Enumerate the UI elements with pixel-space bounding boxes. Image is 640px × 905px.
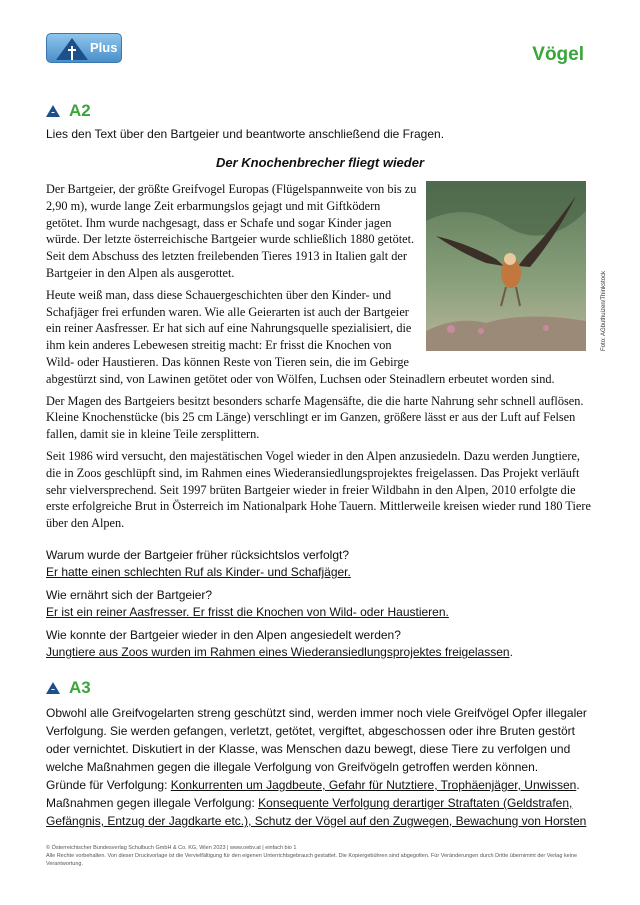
task-instruction: Lies den Text über den Bartgeier und beantworte anschließend die Fragen. bbox=[46, 127, 445, 141]
question-block bbox=[46, 547, 606, 581]
triangle-icon bbox=[46, 682, 60, 694]
plus-logo bbox=[46, 33, 122, 63]
reasons-suffix: . bbox=[576, 778, 580, 792]
article-paragraph: Der Bartgeier, der größte Greifvogel Europas (Flügelspannweite von bis zu 2,90 m), wurde lange Zeit erbarmungslos gejagt und mit Giftködern getötet. Ihm wurde nachgesagt, dass er Schafe und sogar Kinder jagen würde. Der letzte österreichische Bartgeier wurde schließlich 1880 getötet. Seit dem Abschuss des letzten freilebenden Tieres 1913 in Italien galt der Bartgeier in den Alpen als ausgerottet. bbox=[46, 182, 417, 280]
section-heading-a3 bbox=[46, 678, 91, 698]
answer-text: Er hatte einen schlechten Ruf als Kinder- und Schafjäger. bbox=[46, 565, 351, 579]
footer-copyright: © Österreichischer Bundesverlag Schulbuch GmbH & Co. KG, Wien 2023 | www.oebv.at | einfach bio 1 bbox=[46, 845, 297, 851]
article-title: Der Knochenbrecher fliegt wieder bbox=[215, 155, 425, 170]
article-paragraph: Seit 1986 wird versucht, den majestätischen Vogel wieder in den Alpen anzusiedeln. Dazu werden Jungtiere, die in Zoos geschlüpft sind, im Rahmen eines Wiederansiedlungsprojektes freigelassen. Das Projekt verläuft sehr vielversprechend. Seit 1997 brüten Bartgeier wieder in freier Wildbahn in den Alpen, 2010 erfolgte die erste erfolgreiche Brut in Österreich im Nationalpark Hohe Tauern. Mittlerweile kreisen wieder rund 180 Tiere über den Alpen. bbox=[46, 448, 591, 531]
measures-label: Maßnahmen gegen illegale Verfolgung: bbox=[46, 796, 259, 810]
reasons-answer: Konkurrenten um Jagdbeute, Gefahr für Nutztiere, Trophäenjäger, Unwissen bbox=[170, 778, 577, 792]
question-text: Warum wurde der Bartgeier früher rücksichtslos verfolgt? bbox=[46, 548, 349, 562]
page-title: Vögel bbox=[532, 44, 584, 65]
vulture-image bbox=[426, 181, 586, 351]
answer-suffix: . bbox=[509, 645, 513, 659]
footer bbox=[46, 844, 606, 868]
question-block bbox=[46, 627, 606, 661]
reasons-label: Gründe für Verfolgung: bbox=[46, 778, 171, 792]
triangle-logo-icon bbox=[55, 37, 89, 61]
answer-text: Er ist ein reiner Aasfresser. Er frisst die Knochen von Wild- oder Haustieren. bbox=[46, 605, 449, 619]
logo-text: Plus bbox=[90, 40, 118, 55]
section-heading-a2 bbox=[46, 101, 91, 121]
article-paragraph: Der Magen des Bartgeiers besitzt besonders scharfe Magensäfte, die die harte Nahrung sehr schnell auflösen. Kleine Knochenstücke (bis 25 cm Länge) verschlingt er im Ganzen, größere lässt er aus der Luft auf Felsen fallen, damit sie in kleine Teile zersplittern. bbox=[46, 393, 584, 442]
photo-credit: Foto: AGbuthuizen/Thinkstock bbox=[601, 271, 607, 352]
section-label: A3 bbox=[69, 678, 91, 697]
a3-body bbox=[46, 704, 602, 830]
question-text: Wie ernährt sich der Bartgeier? bbox=[46, 588, 213, 602]
article-body bbox=[46, 181, 607, 537]
answer-text: Jungtiere aus Zoos wurden im Rahmen eines Wiederansiedlungsprojektes freigelassen bbox=[46, 645, 510, 659]
bearded-vulture-photo bbox=[426, 181, 607, 352]
triangle-icon bbox=[46, 105, 60, 117]
measures-answer: Konsequente Verfolgung derartiger Straftaten (Geldstrafen, Gefängnis, Entzug der Jagdkarte etc.), Schutz der Vögel auf den Zugwegen, Bewachung von Horsten bbox=[46, 796, 587, 828]
article-paragraph: Heute weiß man, dass diese Schauergeschichten über den Kinder- und Schafjäger frei erfunden waren. Wie alle Geierarten ist auch der Bartgeier ein reiner Aasfresser. Er hat sich auf eine Nahrungsquelle spezialisiert, die ihm kein anderes Lebewesen streitig macht: Er frisst die Knochen von Wild- oder Haustieren. Das können Reste von Tieren sein, die im Gebirge abgestürzt sind, von Lawinen getötet oder von Wölfen, Luchsen oder Steinadlern erbeutet worden sind. bbox=[46, 287, 555, 386]
footer-rights: Alle Rechte vorbehalten. Von dieser Druckvorlage ist die Vervielfältigung für den eigenen Unterrichtsgebrauch gestattet. Die Kopiergebühren sind abgegolten. Für Veränderungen durch Dritte übernimmt der Verlag keine Verantwortung. bbox=[46, 853, 578, 867]
question-text: Wie konnte der Bartgeier wieder in den Alpen angesiedelt werden? bbox=[46, 628, 401, 642]
section-label: A2 bbox=[69, 101, 91, 120]
a3-intro: Obwohl alle Greifvogelarten streng geschützt sind, werden immer noch viele Greifvögel Opfer illegaler Verfolgung. Sie werden gefangen, verletzt, getötet, vergiftet, abgeschossen oder ihre Bruten gestört oder vernichtet. Diskutiert in der Klasse, was Menschen dazu bewegt, diese Tiere zu verfolgen und welche Maßnahmen gegen die illegale Verfolgung von Greifvögeln getroffen werden können. bbox=[46, 706, 587, 774]
question-block bbox=[46, 587, 606, 621]
